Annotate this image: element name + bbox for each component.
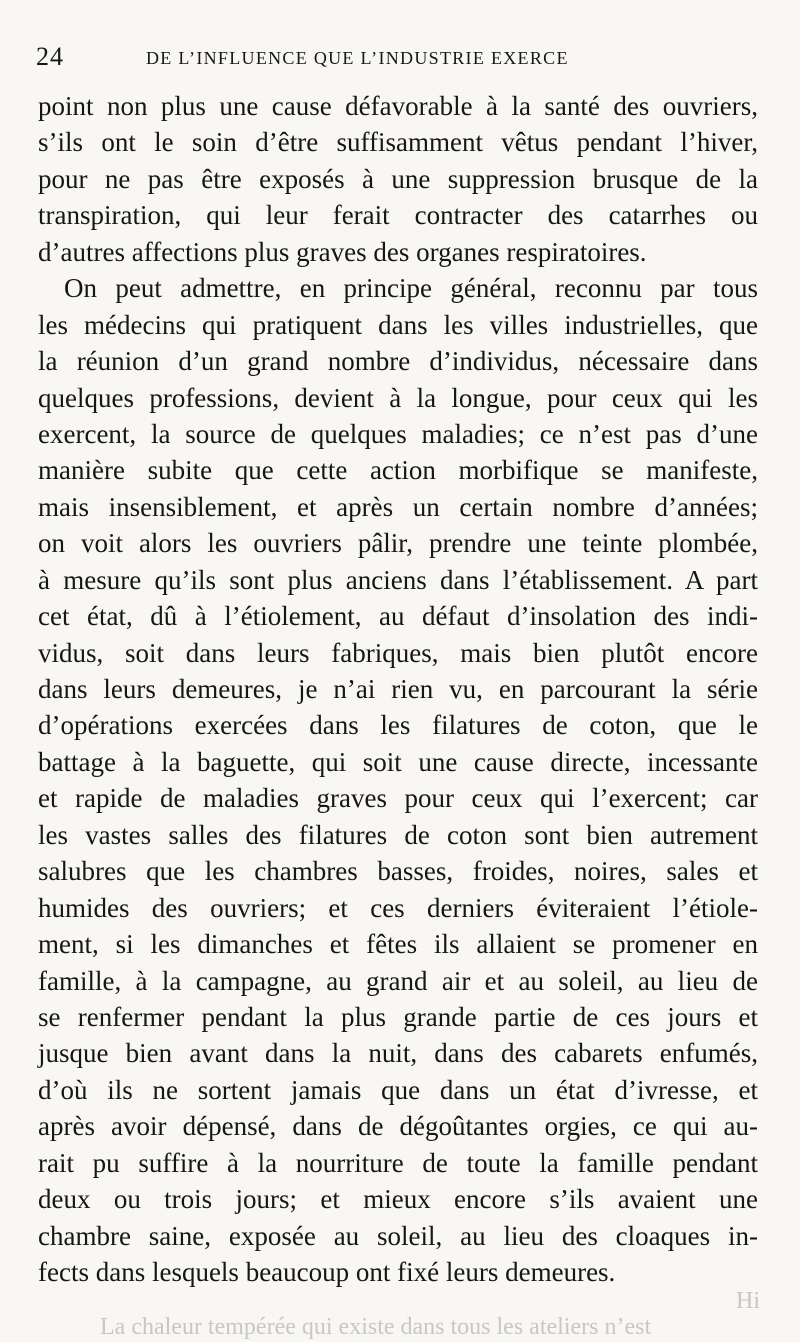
text-line: d’autres affections plus graves des organes respiratoires. <box>38 236 647 267</box>
text-line: battage à la baguette, qui soit une cause directe, incessante <box>38 746 758 777</box>
show-through-line: Hi <box>736 1288 760 1314</box>
show-through-line: La chaleur tempérée qui existe dans tous les ateliers n’est <box>100 1314 652 1340</box>
text-line: les vastes salles des filatures de coton sont bien autrement <box>38 819 758 850</box>
text-line: exercent, la source de quelques maladies; ce n’est pas d’une <box>38 418 758 449</box>
text-line: vidus, soit dans leurs fabriques, mais bien plutôt encore <box>38 637 758 668</box>
text-line: d’opérations exercées dans les filatures de coton, que le <box>38 710 758 741</box>
text-line: rait pu suffire à la nourriture de toute la famille pendant <box>38 1147 758 1178</box>
text-line: manière subite que cette action morbifique se manifeste, <box>38 455 758 486</box>
text-line: on voit alors les ouvriers pâlir, prendre une teinte plombée, <box>38 528 758 559</box>
show-through-text <box>40 1288 780 1340</box>
text-line: point non plus une cause défavorable à la santé des ouvriers, <box>38 91 758 121</box>
text-line: salubres que les chambres basses, froides, noires, sales et <box>38 856 758 887</box>
text-line: transpiration, qui leur ferait contracter des catarrhes ou <box>38 200 758 231</box>
text-line: s’ils ont le soin d’être suffisamment vêtus pendant l’hiver, <box>38 127 758 158</box>
text-line: mais insensiblement, et après un certain nombre d’années; <box>38 491 758 522</box>
page-number: 24 <box>36 42 64 71</box>
text-line: à mesure qu’ils sont plus anciens dans l’établissement. A part <box>38 564 758 595</box>
text-line: On peut admettre, en principe général, reconnu par tous <box>64 273 758 304</box>
running-head: DE L’INFLUENCE QUE L’INDUSTRIE EXERCE <box>146 48 569 68</box>
text-line: ment, si les dimanches et fêtes ils allaient se promener en <box>38 929 758 960</box>
text-line: d’où ils ne sortent jamais que dans un état d’ivresse, et <box>38 1074 758 1105</box>
text-line: et rapide de maladies graves pour ceux qui l’exercent; car <box>38 783 758 814</box>
text-line: se renfermer pendant la plus grande partie de ces jours et <box>38 1001 758 1032</box>
text-line: humides des ouvriers; et ces derniers éviteraient l’étiole- <box>38 892 758 923</box>
body-text <box>38 88 758 1290</box>
text-line: quelques professions, devient à la longue, pour ceux qui les <box>38 382 758 413</box>
text-line: famille, à la campagne, au grand air et au soleil, au lieu de <box>38 965 758 996</box>
text-line: fects dans lesquels beaucoup ont fixé leurs demeures. <box>38 1257 616 1287</box>
text-line: les médecins qui pratiquent dans les villes industrielles, que <box>38 309 758 340</box>
text-line: cet état, dû à l’étiolement, au défaut d’insolation des indi- <box>38 601 758 632</box>
text-line: chambre saine, exposée au soleil, au lieu des cloaques in- <box>38 1220 758 1251</box>
text-line: la réunion d’un grand nombre d’individus, nécessaire dans <box>38 346 758 377</box>
page-header <box>36 42 766 76</box>
text-line: après avoir dépensé, dans de dégoûtantes orgies, ce qui au- <box>38 1111 758 1142</box>
text-line: dans leurs demeures, je n’ai rien vu, en parcourant la série <box>38 674 758 704</box>
text-line: jusque bien avant dans la nuit, dans des cabarets enfumés, <box>38 1038 758 1069</box>
text-line: pour ne pas être exposés à une suppression brusque de la <box>38 163 758 194</box>
text-line: deux ou trois jours; et mieux encore s’ils avaient une <box>38 1184 758 1215</box>
